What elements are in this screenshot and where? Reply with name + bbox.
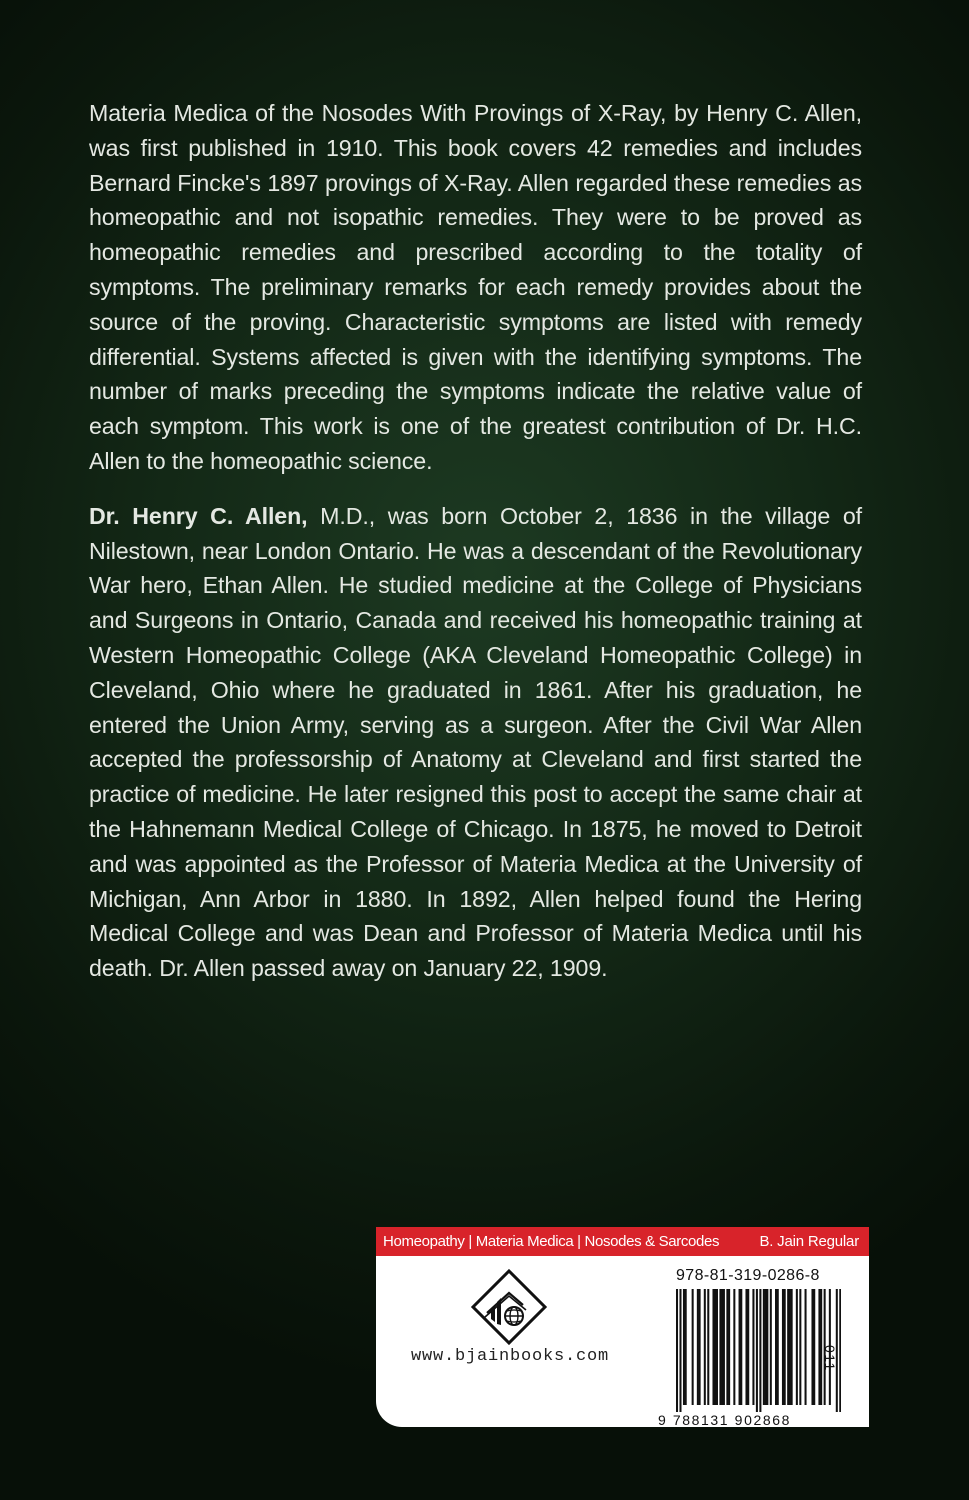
book-series: B. Jain Regular bbox=[759, 1233, 859, 1250]
barcode-digits: 9 788131 902868 bbox=[658, 1412, 791, 1427]
author-bio-text: M.D., was born October 2, 1836 in the village of Nilestown, near London Ontario. He was a descendant of the Revolutionary War hero, Ethan Allen. He studied medicine at the College of Physicians and Surgeons in Ontario, Canada and received his homeopathic training at Western Homeopathic College (AKA Cleveland Homeopathic College) in Cleveland, Ohio where he graduated in 1861. After his graduation, he entered the Union Army, serving as a surgeon. After the Civil War Allen accepted the professorship of Anatomy at Cleveland and first started the practice of medicine. He later resigned this post to accept the same chair at the Hahnemann Medical College of Chicago. In 1875, he moved to Detroit and was appointed as the Professor of Materia Medica at the University of Michigan, Ann Arbor in 1880. In 1892, Allen helped found the Hering Medical College and was Dean and Professor of Materia Medica until his death. Dr. Allen passed away on January 22, 1909. bbox=[89, 502, 862, 982]
book-categories: Homeopathy | Materia Medica | Nosodes & Sarcodes bbox=[383, 1233, 720, 1250]
book-description: Materia Medica of the Nosodes With Provings of X-Ray, by Henry C. Allen, was first published in 1910. This book covers 42 remedies and includes Bernard Fincke's 1897 provings of X-Ray. Allen regarded these remedies as homeopathic and not isopathic remedies. They were to be proved as homeopathic remedies and prescribed according to the totality of symptoms. The preliminary remarks for each remedy provides about the source of the proving. Characteristic symptoms are listed with remedy differential. Systems affected is given with the identifying symptoms. The number of marks preceding the symptoms indicate the relative value of each symptom. This work is one of the greatest contribution of Dr. H.C. Allen to the homeopathic science. bbox=[89, 100, 862, 474]
barcode-panel bbox=[376, 1227, 869, 1427]
author-bio bbox=[89, 499, 862, 986]
price-code: 011 bbox=[822, 1345, 838, 1372]
publisher-logo-icon bbox=[469, 1267, 549, 1347]
author-name: Dr. Henry C. Allen, bbox=[89, 502, 308, 529]
barcode bbox=[676, 1289, 841, 1412]
isbn-number: 978-81-319-0286-8 bbox=[676, 1267, 820, 1284]
category-bar bbox=[376, 1227, 869, 1256]
publisher-website: www.bjainbooks.com bbox=[410, 1347, 610, 1366]
back-cover-text bbox=[89, 96, 862, 986]
